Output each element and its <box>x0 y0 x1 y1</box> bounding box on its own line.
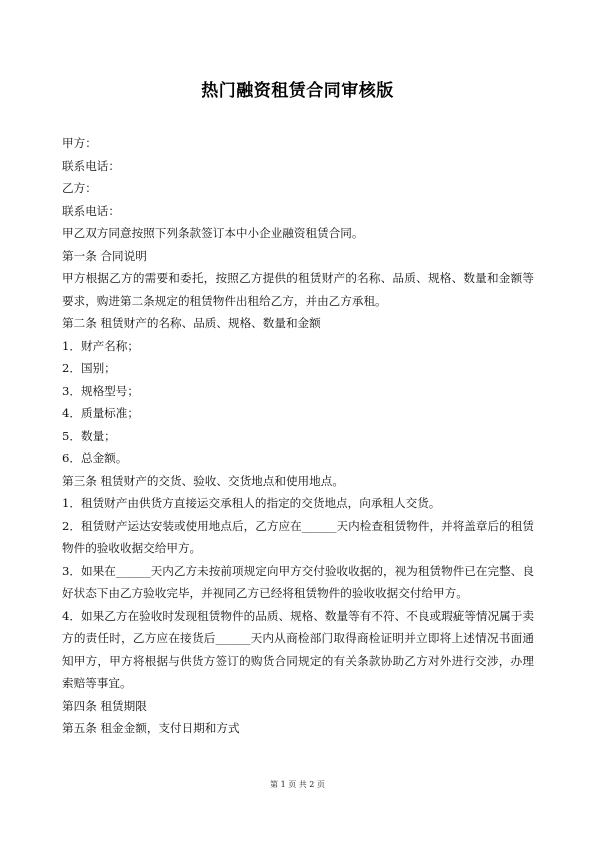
article-3-clause: 3．如果在______天内乙方未按前项规定向甲方交付验收收据的，视为租赁物件已在完整、良好状态下由乙方验收完毕，并视同乙方已经将租赁物件的验收收据交付给甲方。 <box>62 563 534 600</box>
page-number-footer: 第 1 页 共 2 页 <box>270 780 325 789</box>
article-2-item: 4．质量标准； <box>62 406 139 420</box>
article-3-heading: 第三条 租赁财产的交货、验收、交货地点和使用地点。 <box>62 473 344 488</box>
article-2-item: 5．数量； <box>62 428 116 443</box>
article-2-item: 3．规格型号； <box>62 383 139 398</box>
party-b-phone-line: 联系电话： <box>62 203 120 218</box>
article-4-heading: 第四条 租赁期限 <box>62 698 147 713</box>
article-2-item: 6．总金额。 <box>62 451 128 465</box>
article-1-heading: 第一条 合同说明 <box>62 248 147 263</box>
article-1-body: 甲方根据乙方的需要和委托，按照乙方提供的租赁财产的名称、品质、规格、数量和金额等要求，购进第二条规定的租赁物件出租给乙方，并由乙方承租。 <box>62 271 534 308</box>
document-body <box>62 132 534 740</box>
party-a-phone-line: 联系电话： <box>62 158 120 173</box>
article-5-heading: 第五条 租金金额，支付日期和方式 <box>62 721 240 735</box>
article-2-heading: 第二条 租赁财产的名称、品质、规格、数量和金额 <box>62 316 321 330</box>
article-3-clause: 2．租赁财产运达安装或使用地点后，乙方应在______天内检查租赁物件，并将盖章后的租赁物件的验收收据交给甲方。 <box>62 518 534 555</box>
party-a-line: 甲方： <box>62 136 97 150</box>
article-3-clause: 1．租赁财产由供货方直接运交承租人的指定的交货地点，向承租人交货。 <box>62 496 441 510</box>
document-title: 热门融资租赁合同审核版 <box>201 81 394 101</box>
party-b-line: 乙方： <box>62 181 97 195</box>
article-3-clause: 4．如果乙方在验收时发现租赁物件的品质、规格、数量等有不符、不良或瑕疵等情况属于卖方的责任时，乙方应在接货后______天内从商检部门取得商检证明并立即将上述情况书面通知甲方，甲方将根据与供货方签订的购货合同规定的有关条款协助乙方对外进行交涉，办理索赔等事宜。 <box>62 608 534 690</box>
article-2-item: 2．国别； <box>62 361 116 375</box>
agreement-intro: 甲乙双方同意按照下列条款签订本中小企业融资租赁合同。 <box>62 226 364 240</box>
article-2-item: 1．财产名称； <box>62 338 139 353</box>
